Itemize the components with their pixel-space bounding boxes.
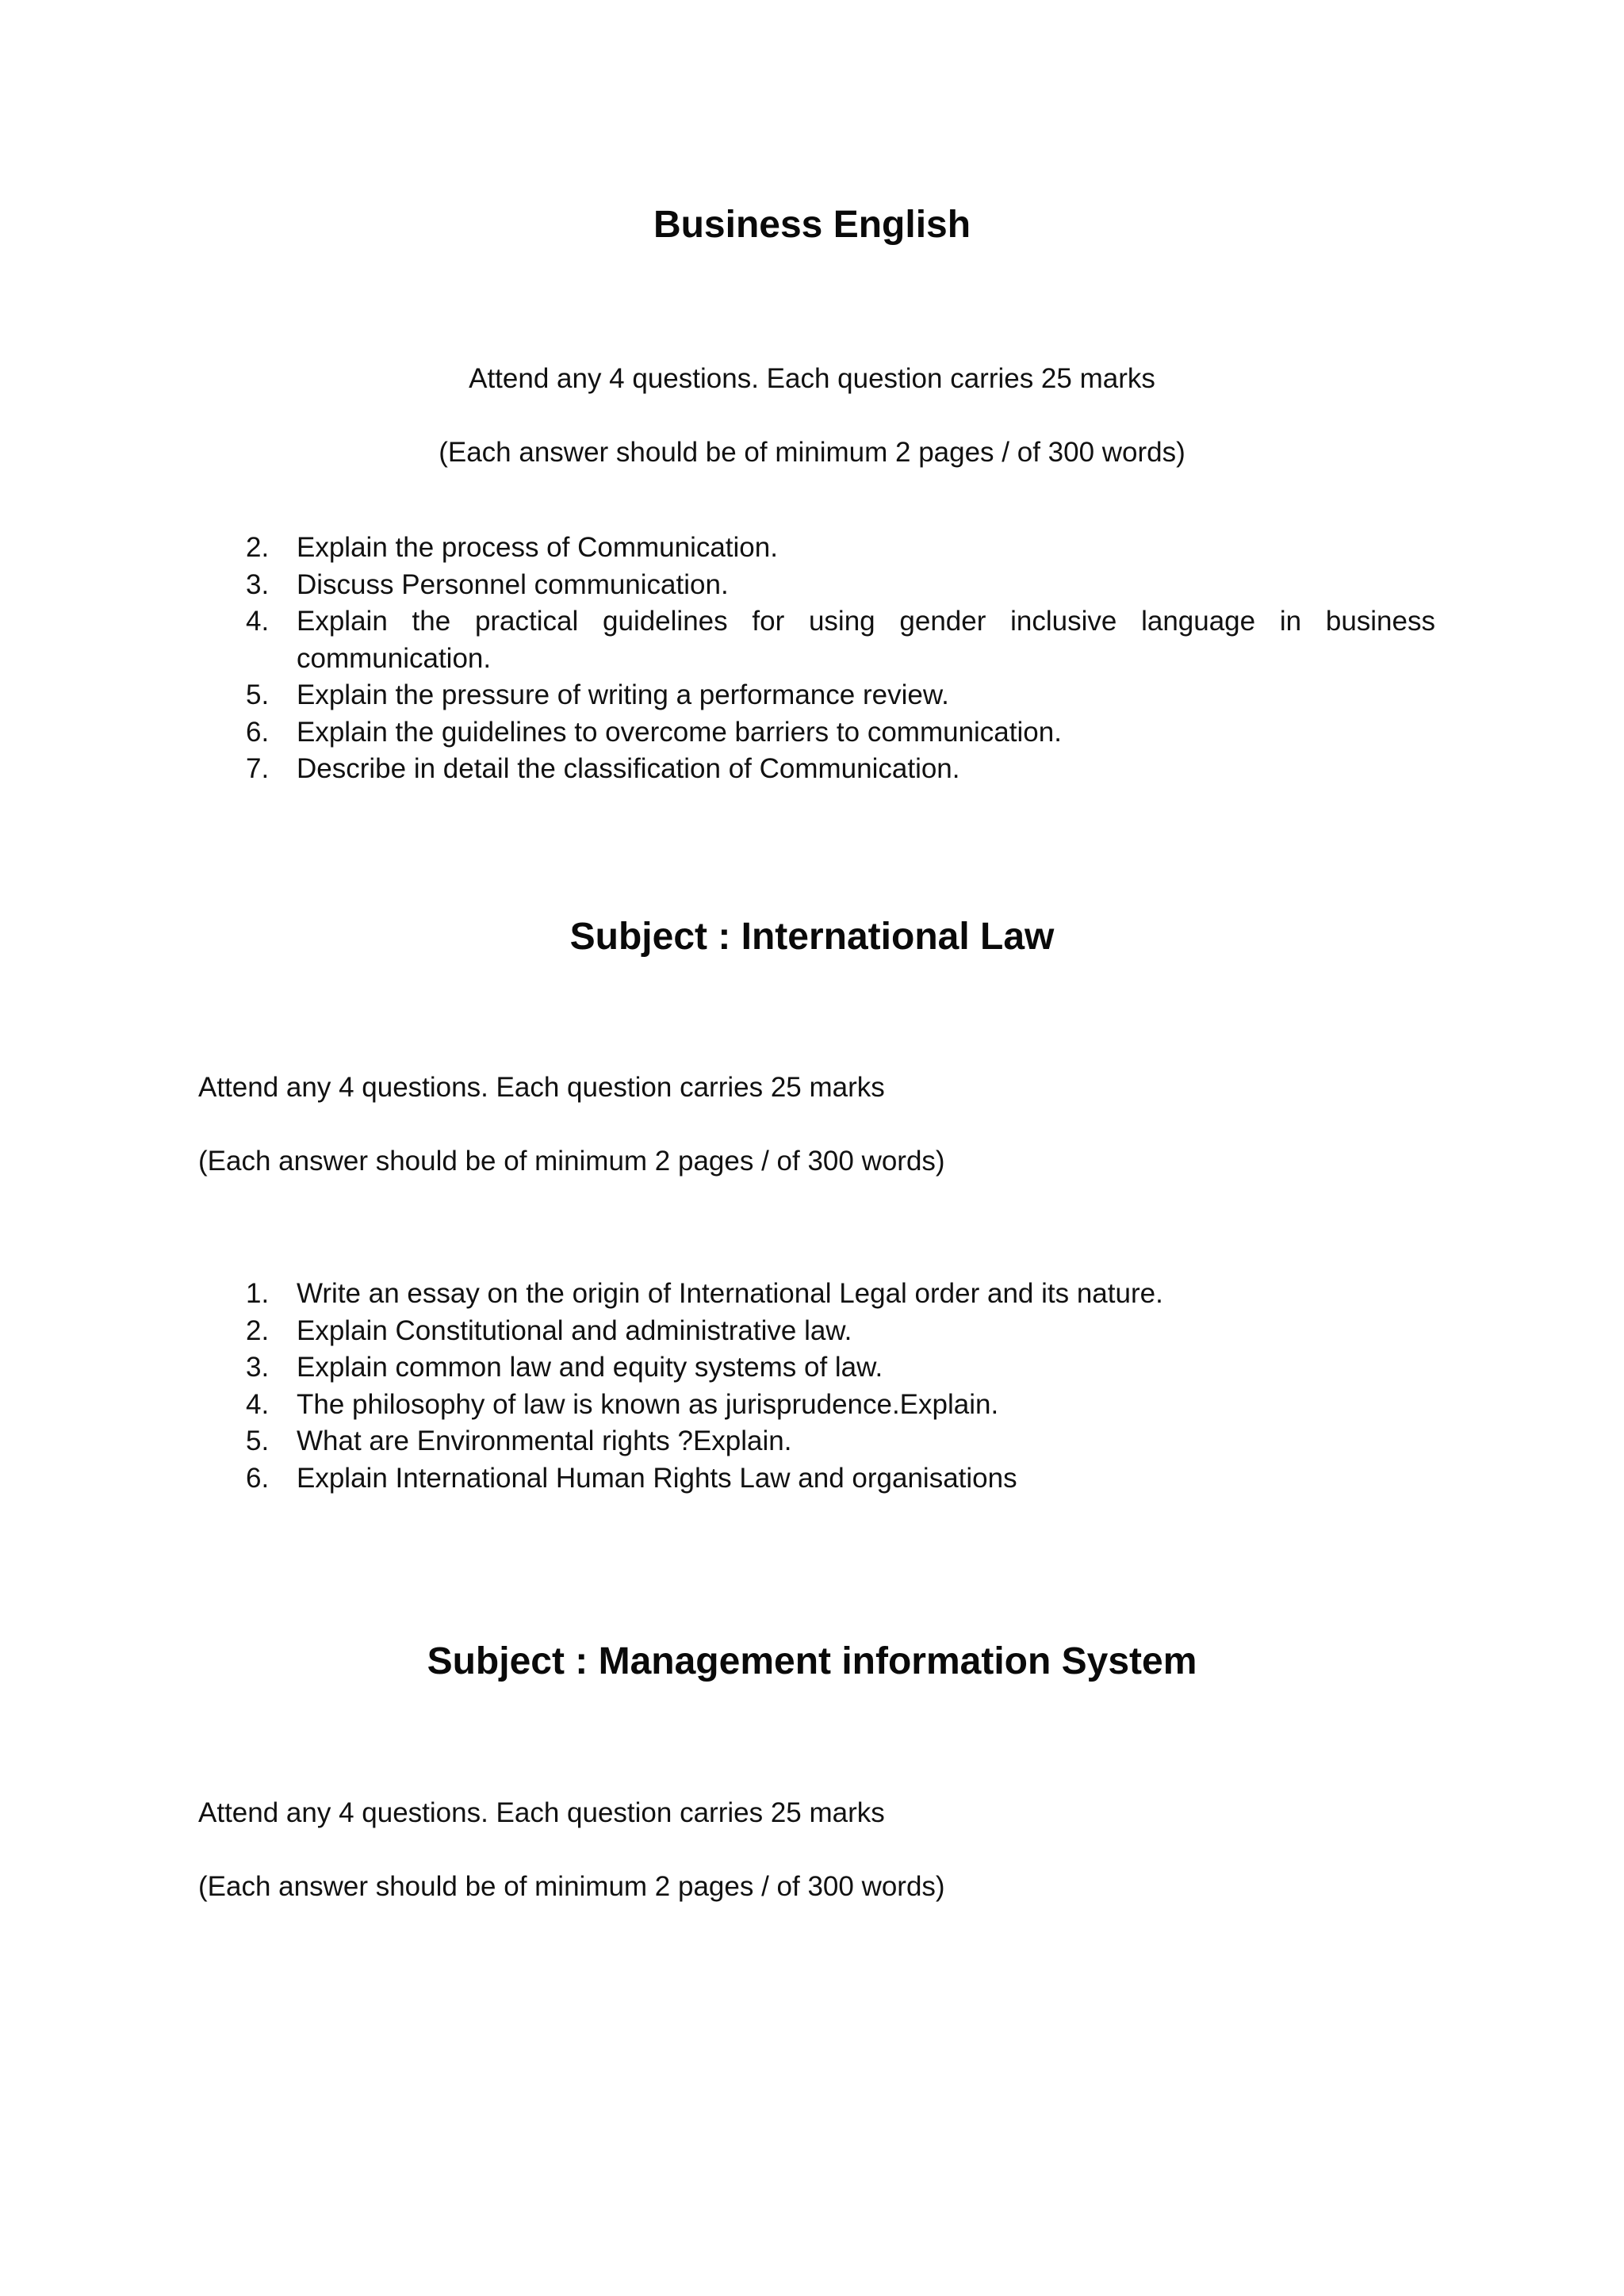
section-note: (Each answer should be of minimum 2 pages / of 300 words) (198, 1146, 945, 1177)
question-number: 4. (246, 1388, 270, 1420)
question-number: 2. (246, 532, 270, 563)
section-note: (Each answer should be of minimum 2 pages / of 300 words) (198, 1871, 945, 1902)
question-item (246, 1349, 1435, 1387)
question-item (246, 603, 1435, 677)
question-number: 6. (246, 716, 270, 748)
question-text: Explain International Human Rights Law and organisations (297, 1462, 1017, 1494)
question-text: Write an essay on the origin of International Legal order and its nature. (297, 1278, 1163, 1309)
section-title-international-law: Subject : International Law (569, 916, 1055, 958)
question-number: 4. (246, 606, 270, 637)
question-text: Explain the guidelines to overcome barriers to communication. (297, 716, 1062, 748)
question-number: 7. (246, 753, 270, 784)
question-text: Discuss Personnel communication. (297, 568, 729, 600)
question-item (246, 1387, 1435, 1424)
question-number: 6. (246, 1462, 270, 1494)
question-item (246, 677, 1435, 714)
question-item (246, 1460, 1435, 1498)
section-title-management-information-system: Subject : Management information System (427, 1640, 1197, 1682)
question-item (246, 1423, 1435, 1460)
question-number: 1. (246, 1278, 270, 1309)
question-item (246, 751, 1435, 788)
section-instruction: Attend any 4 questions. Each question carries 25 marks (198, 1072, 885, 1103)
question-item (246, 567, 1435, 604)
question-text: Explain the pressure of writing a performance review. (297, 679, 949, 710)
question-number: 5. (246, 679, 270, 710)
question-number: 2. (246, 1314, 270, 1346)
section-title-business-english: Business English (653, 204, 971, 246)
question-item (246, 530, 1435, 567)
question-number: 3. (246, 1352, 270, 1383)
question-number: 5. (246, 1425, 270, 1456)
question-text: Describe in detail the classification of Communication. (297, 753, 960, 784)
question-text: Explain Constitutional and administrative law. (297, 1314, 852, 1346)
question-text: Explain the practical guidelines for using gender inclusive language in business communication. (297, 606, 1435, 674)
question-text: What are Environmental rights ?Explain. (297, 1425, 792, 1456)
question-text: The philosophy of law is known as jurisprudence.Explain. (297, 1388, 999, 1420)
question-item (246, 714, 1435, 752)
question-list-international-law (246, 1276, 1435, 1497)
section-instruction: Attend any 4 questions. Each question carries 25 marks (198, 1797, 885, 1828)
question-item (246, 1313, 1435, 1350)
section-note: (Each answer should be of minimum 2 pages / of 300 words) (439, 437, 1185, 468)
section-instruction: Attend any 4 questions. Each question carries 25 marks (469, 363, 1155, 394)
question-text: Explain the process of Communication. (297, 532, 778, 563)
question-list-business-english (246, 530, 1435, 788)
question-item (246, 1276, 1435, 1313)
question-text: Explain common law and equity systems of law. (297, 1352, 883, 1383)
question-number: 3. (246, 568, 270, 600)
